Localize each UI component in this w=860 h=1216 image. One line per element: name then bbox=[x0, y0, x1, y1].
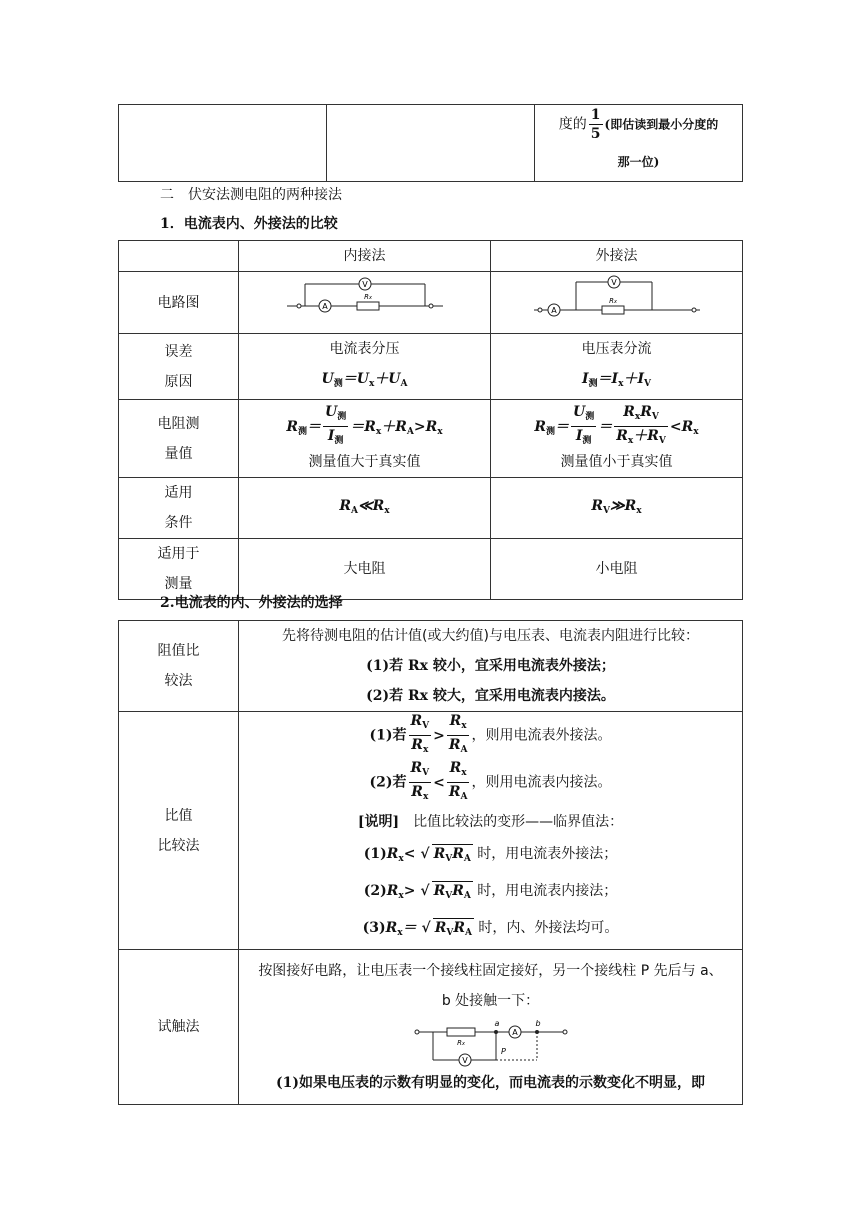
svg-text:Rx: Rx bbox=[363, 293, 372, 301]
svg-text:b: b bbox=[534, 1019, 541, 1028]
row2-critical-1: $(1)R_x<$ √ $R_VR_A$ 时，用电流表外接法； bbox=[243, 838, 738, 875]
row-circuit-label: 电路图 bbox=[119, 272, 239, 334]
fraction-one-fifth: $\frac{1}{5}$ bbox=[590, 106, 601, 142]
outer-circuit-diagram bbox=[491, 272, 743, 334]
svg-text:V: V bbox=[461, 1056, 468, 1065]
row-error-label: 误差 原因 bbox=[119, 334, 239, 400]
row3-content bbox=[239, 950, 743, 1105]
svg-text:A: A bbox=[511, 1028, 518, 1037]
top-cell-2 bbox=[327, 105, 535, 182]
header-empty bbox=[119, 241, 239, 272]
row3-line2: b 处接触一下： bbox=[441, 993, 540, 1009]
svg-text:Rx: Rx bbox=[456, 1039, 465, 1047]
inner-circuit-svg bbox=[285, 272, 445, 322]
row-use-label: 适用于 测量 bbox=[119, 539, 239, 600]
outer-circuit-svg bbox=[532, 272, 702, 322]
outer-error-cell: 电压表分流 $I_测=I_x+I_V$ bbox=[491, 334, 743, 400]
row3-line1: 按图接好电路，让电压表一个接线柱固定接好，另一个接线柱 P 先后与 a、 bbox=[258, 963, 723, 979]
inner-error-cell: 电流表分压 $U_测=U_x+U_A$ bbox=[239, 334, 491, 400]
subsection-2-title: 2.电流表的内、外接法的选择 bbox=[160, 595, 343, 611]
svg-text:V: V bbox=[361, 280, 368, 289]
row2-label: 比值 比较法 bbox=[119, 712, 239, 950]
svg-text:P: P bbox=[500, 1047, 506, 1056]
outer-use-cell: 小电阻 bbox=[491, 539, 743, 600]
header-outer: 外接法 bbox=[491, 241, 743, 272]
inner-use-cell: 大电阻 bbox=[239, 539, 491, 600]
row1-content: 先将待测电阻的估计值(或大约值)与电压表、电流表内阻进行比较： (1)若 Rx 较小，宜采用电流表外接法； (2)若 Rx 较大，宜采用电流表内接法。 bbox=[239, 621, 743, 712]
row3-label: 试触法 bbox=[119, 950, 239, 1105]
trial-touch-circuit-svg bbox=[411, 1018, 571, 1068]
svg-text:Rx: Rx bbox=[608, 297, 617, 305]
selection-table bbox=[118, 620, 743, 1105]
svg-text:V: V bbox=[610, 278, 617, 287]
row2-critical-2: $(2)R_x>$ √ $R_VR_A$ 时，用电流表内接法； bbox=[243, 875, 738, 912]
row-cond-label: 适用 条件 bbox=[119, 478, 239, 539]
row3-line3: (1)如果电压表的示数有明显的变化，而电流表的示数变化不明显，即 bbox=[276, 1075, 705, 1091]
svg-text:A: A bbox=[550, 306, 557, 315]
outer-measure-cell: $R_测=$ $\frac{U_测}{I_测}$ ＝ $\frac{R_xR_V}{R_x+R_V}$ $<R_x$ 测量值小于真实值 bbox=[491, 400, 743, 478]
row2-note: [说明] 比值比较法的变形——临界值法： bbox=[357, 814, 624, 830]
row2-critical-3: $(3)R_x=$ √ $R_VR_A$ 时，内、外接法均可。 bbox=[243, 912, 738, 949]
row2-line2: (2)若 $\frac{R_V}{R_x}$ < $\frac{R_x}{R_A}$ ，则用电流表内接法。 bbox=[369, 760, 612, 802]
inner-cond-cell: $R_A≪R_x$ bbox=[239, 478, 491, 539]
outer-cond-cell: $R_V≫R_x$ bbox=[491, 478, 743, 539]
top-cell-1 bbox=[119, 105, 327, 182]
subsection-1-title: 1．电流表内、外接法的比较 bbox=[160, 216, 338, 232]
row2-line1: (1)若 $\frac{R_V}{R_x}$ > $\frac{R_x}{R_A}$ ，则用电流表外接法。 bbox=[369, 713, 612, 755]
section-title: 二 伏安法测电阻的两种接法 bbox=[160, 187, 342, 203]
header-inner: 内接法 bbox=[239, 241, 491, 272]
top-table bbox=[118, 104, 743, 182]
svg-text:a: a bbox=[494, 1019, 499, 1028]
top-cell-3: 度的 $\frac{1}{5}$ (即估读到最小分度的 那一位) bbox=[535, 105, 743, 182]
row-measure-label: 电阻测 量值 bbox=[119, 400, 239, 478]
comparison-table bbox=[118, 240, 743, 600]
svg-text:A: A bbox=[321, 302, 328, 311]
inner-measure-cell: $R_测=$ $\frac{U_测}{I_测}$ $=R_x+R_A>R_x$ 测量值大于真实值 bbox=[239, 400, 491, 478]
row2-content bbox=[239, 712, 743, 950]
row1-label: 阻值比 较法 bbox=[119, 621, 239, 712]
inner-circuit-diagram bbox=[239, 272, 491, 334]
